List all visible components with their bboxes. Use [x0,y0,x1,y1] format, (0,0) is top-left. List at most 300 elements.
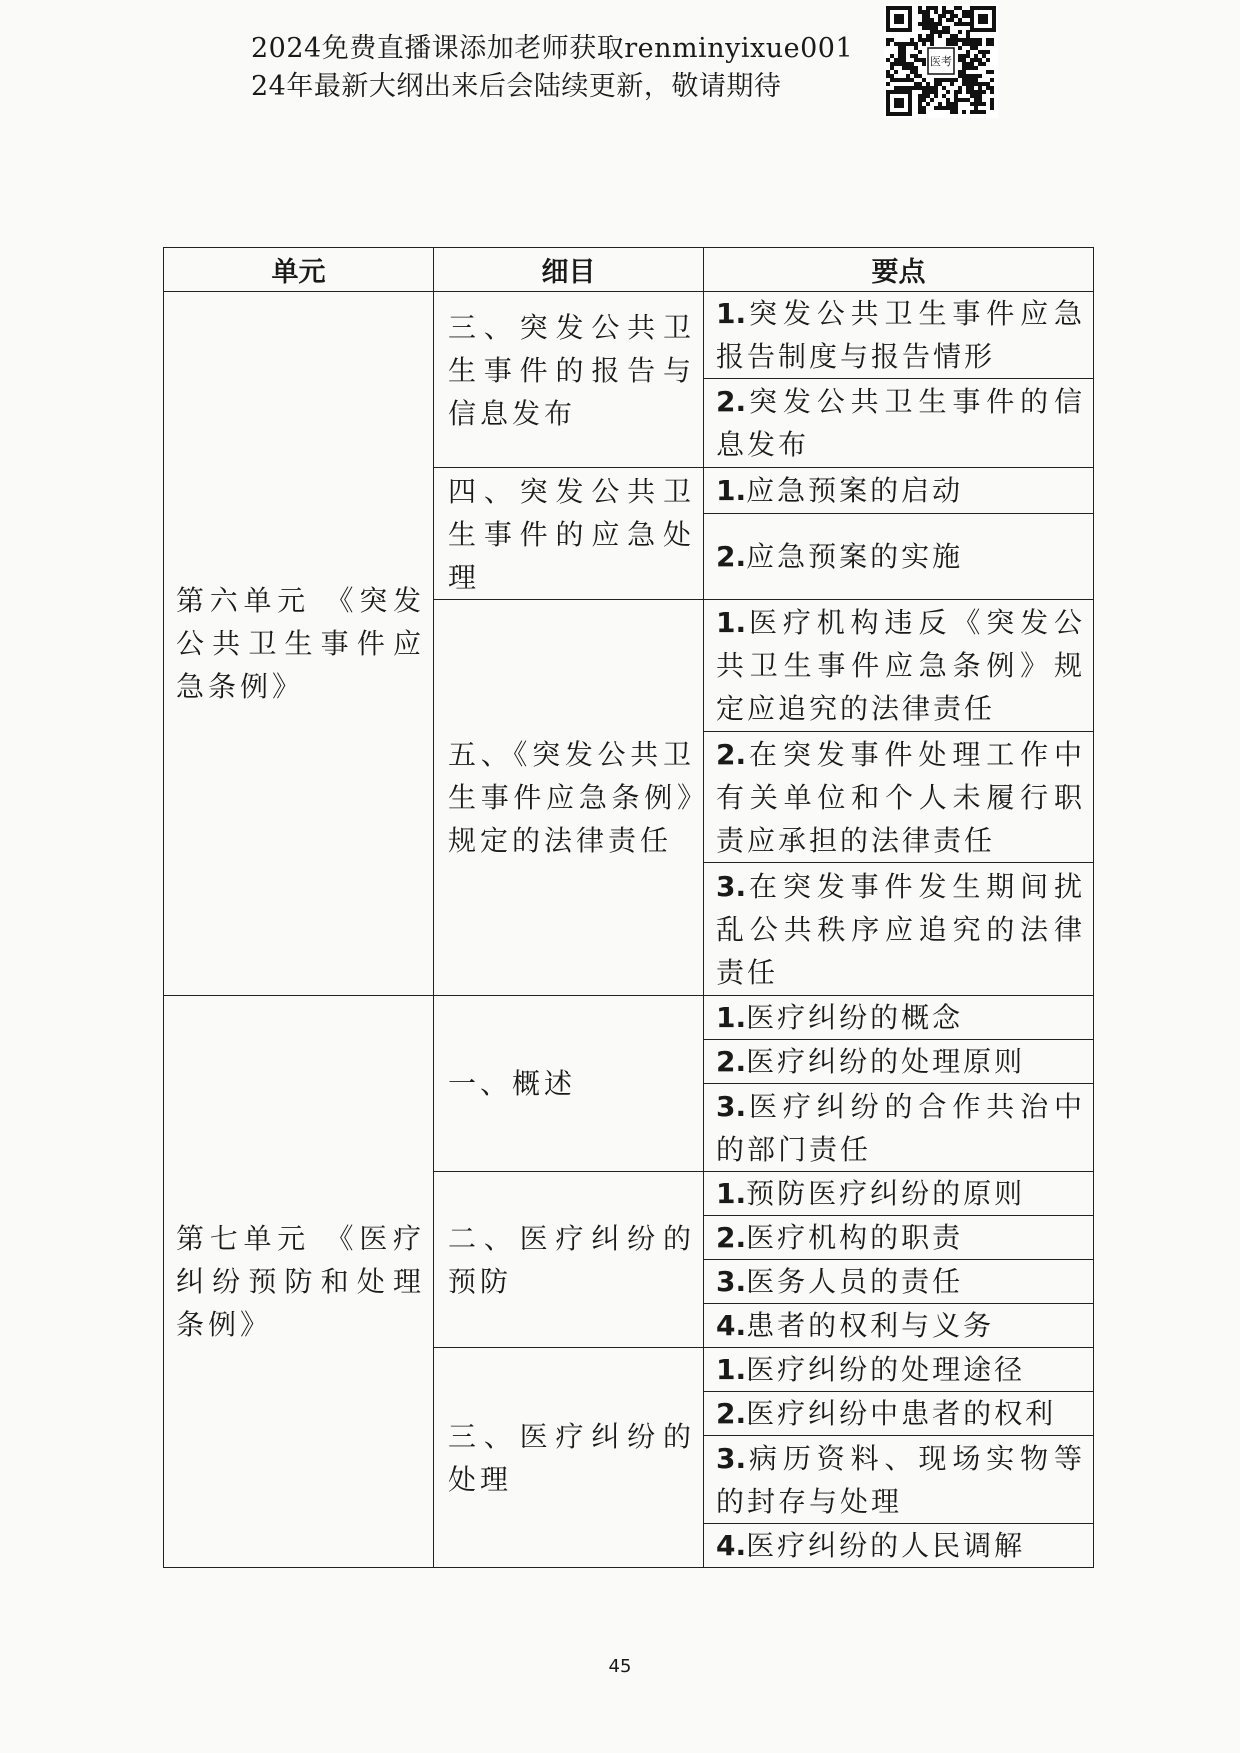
qr-module [926,34,930,38]
qr-module [922,86,926,90]
qr-module [942,14,946,18]
qr-module [974,38,978,42]
qr-module [966,54,970,58]
qr-module [970,62,974,66]
qr-module [966,10,970,14]
qr-module [970,102,974,106]
qr-module [934,82,938,86]
qr-module [938,78,942,82]
detail-cell: 一、概述 [434,996,704,1172]
qr-module [922,22,926,26]
qr-module [894,70,898,74]
qr-module [938,14,942,18]
point-number: 2. [716,737,747,771]
qr-module [934,10,938,14]
qr-module [950,78,954,82]
qr-module [898,42,902,46]
qr-module [946,102,950,106]
qr-module [970,82,974,86]
qr-module [934,6,938,10]
qr-module [958,90,962,94]
qr-module [890,74,894,78]
qr-module [954,102,958,106]
qr-module [990,42,994,46]
qr-module [974,78,978,82]
header-points: 要点 [704,248,1094,292]
qr-module [946,38,950,42]
qr-module [962,98,966,102]
point-number: 1. [716,474,747,508]
qr-module [934,86,938,90]
detail-cell: 三、突发公共卫生事件的报告与信息发布 [434,292,704,468]
qr-module [962,38,966,42]
qr-module [894,62,898,66]
qr-module [990,98,994,102]
qr-module [990,78,994,82]
point-cell [704,1304,1094,1348]
qr-module [974,102,978,106]
qr-module [926,6,930,10]
qr-module [954,42,958,46]
qr-module [958,58,962,62]
qr-module [978,62,982,66]
qr-module [890,54,894,58]
qr-module [954,98,958,102]
qr-module [946,10,950,14]
qr-module [966,74,970,78]
point-number: 2. [716,1221,747,1254]
qr-module [978,94,982,98]
table-header-row [164,248,1094,292]
qr-module [922,26,926,30]
qr-module [930,90,934,94]
qr-module [986,70,990,74]
qr-module [942,6,946,10]
qr-module [922,110,926,114]
qr-module [886,58,890,62]
point-number: 2. [716,385,747,418]
qr-module [886,82,890,86]
qr-module [906,66,910,70]
point-cell [704,1524,1094,1568]
qr-module [962,10,966,14]
qr-module [986,42,990,46]
qr-module [954,90,958,94]
point-cell [704,996,1094,1040]
qr-module [946,18,950,22]
qr-module [962,66,966,70]
qr-module [914,54,918,58]
qr-module [910,70,914,74]
qr-module [962,58,966,62]
qr-module [978,86,982,90]
qr-module [926,22,930,26]
qr-module [898,86,902,90]
qr-module [902,86,906,90]
qr-module [914,58,918,62]
qr-module [962,22,966,26]
point-cell [704,1260,1094,1304]
point-number: 1. [716,606,747,639]
point-cell [704,863,1094,996]
qr-module [930,6,934,10]
qr-module [946,98,950,102]
qr-module [934,30,938,34]
qr-module [966,22,970,26]
point-number: 4. [716,1529,747,1562]
qr-module [906,42,910,46]
point-text: 医疗机构的职责 [746,1221,964,1254]
qr-module [902,42,906,46]
point-text: 在突发事件发生期间扰乱公共秩序应追究的法律责任 [716,869,1085,989]
qr-module [938,22,942,26]
point-text: 医疗纠纷的处理原则 [746,1045,1026,1078]
qr-module [966,50,970,54]
qr-module [926,26,930,30]
point-cell [704,1436,1094,1524]
qr-module [922,58,926,62]
point-number: 2. [716,1397,747,1430]
qr-module [934,90,938,94]
qr-module [970,90,974,94]
qr-module [918,82,922,86]
qr-module [970,94,974,98]
qr-module [942,30,946,34]
qr-module [910,86,914,90]
qr-module [926,94,930,98]
qr-module [954,106,958,110]
point-number: 1. [716,1353,747,1386]
qr-module [986,86,990,90]
qr-module [914,86,918,90]
qr-module [974,82,978,86]
qr-module [978,98,982,102]
point-cell [704,1216,1094,1260]
qr-module [886,38,890,42]
qr-module [966,82,970,86]
qr-module [982,50,986,54]
qr-module [918,74,922,78]
qr-module [962,42,966,46]
qr-module [922,106,926,110]
detail-cell: 三、医疗纠纷的处理 [434,1348,704,1568]
qr-module [982,102,986,106]
qr-module [934,94,938,98]
unit-cell: 第六单元 《突发公共卫生事件应急条例》 [164,292,434,996]
qr-module [934,26,938,30]
qr-module [898,62,902,66]
qr-module [974,106,978,110]
qr-module [954,34,958,38]
qr-module [990,86,994,90]
qr-module [946,30,950,34]
qr-module [978,38,982,42]
qr-module [914,74,918,78]
qr-module [902,46,906,50]
qr-module [962,14,966,18]
qr-module [942,10,946,14]
point-number: 1. [716,1001,747,1034]
qr-module [946,106,950,110]
qr-module [922,10,926,14]
point-cell [704,292,1094,379]
qr-module [914,46,918,50]
qr-module [918,6,922,10]
qr-module [954,78,958,82]
qr-module [930,98,934,102]
qr-module [930,30,934,34]
point-number: 3. [716,869,747,903]
qr-module [918,86,922,90]
qr-module [926,102,930,106]
point-text: 医疗纠纷的合作共治中的部门责任 [716,1089,1085,1166]
qr-module [974,94,978,98]
qr-module [986,82,990,86]
qr-module [982,82,986,86]
qr-module [922,94,926,98]
point-cell [704,468,1094,514]
qr-module [902,62,906,66]
qr-module [938,34,942,38]
qr-module [942,86,946,90]
qr-module [954,38,958,42]
qr-module [930,18,934,22]
qr-module [894,86,898,90]
qr-module [934,78,938,82]
qr-module [990,38,994,42]
qr-module [890,62,894,66]
qr-module [926,38,930,42]
qr-module [902,50,906,54]
qr-module [966,34,970,38]
qr-module [962,70,966,74]
qr-module [974,110,978,114]
qr-module [938,82,942,86]
qr-module [990,102,994,106]
qr-module [962,62,966,66]
point-text: 应急预案的启动 [746,474,964,508]
qr-module [950,106,954,110]
qr-module [958,30,962,34]
qr-module [950,42,954,46]
qr-module [966,98,970,102]
qr-module [962,82,966,86]
point-text: 医疗纠纷的处理途径 [746,1353,1026,1386]
point-number: 2. [716,1045,747,1078]
qr-module [898,54,902,58]
qr-module [910,54,914,58]
qr-module [886,74,890,78]
qr-module [958,22,962,26]
qr-module [926,82,930,86]
point-text: 医疗纠纷中患者的权利 [746,1397,1057,1430]
page-number: 45 [608,1656,632,1677]
qr-module [894,78,898,82]
qr-code-image [884,4,998,118]
qr-module [918,58,922,62]
qr-module [982,54,986,58]
qr-module [974,98,978,102]
point-text: 医疗纠纷的概念 [746,1001,964,1034]
qr-module [978,74,982,78]
qr-module [950,14,954,18]
qr-module [966,86,970,90]
qr-module [914,66,918,70]
qr-module [922,18,926,22]
qr-module [918,38,922,42]
qr-module [974,54,978,58]
qr-module [946,42,950,46]
qr-module [902,78,906,82]
qr-module [970,78,974,82]
page-header [251,30,853,106]
qr-module [918,94,922,98]
qr-module [910,66,914,70]
point-text: 突发公共卫生事件应急报告制度与报告情形 [716,297,1085,373]
qr-module [954,110,958,114]
qr-module [970,58,974,62]
qr-module [958,70,962,74]
point-text: 在突发事件处理工作中有关单位和个人未履行职责应承担的法律责任 [716,737,1085,857]
qr-module [978,102,982,106]
qr-module [926,14,930,18]
qr-module [950,102,954,106]
detail-cell: 五、《突发公共卫生事件应急条例》规定的法律责任 [434,600,704,996]
header-detail: 细目 [434,248,704,292]
point-number: 4. [716,1309,747,1342]
qr-module [962,54,966,58]
qr-module [918,110,922,114]
qr-module [950,18,954,22]
qr-module [982,90,986,94]
qr-module [970,42,974,46]
qr-module [922,14,926,18]
qr-module [926,86,930,90]
qr-module [978,42,982,46]
point-cell [704,732,1094,863]
qr-module [938,30,942,34]
qr-module [898,46,902,50]
qr-module [922,98,926,102]
qr-module [974,74,978,78]
qr-module [970,110,974,114]
qr-module [930,42,934,46]
point-cell [704,514,1094,600]
qr-module [970,86,974,90]
qr-module [970,46,974,50]
qr-module [978,90,982,94]
unit-cell: 第七单元 《医疗纠纷预防和处理条例》 [164,996,434,1568]
qr-module [962,74,966,78]
table-row [164,292,1094,379]
qr-module [974,66,978,70]
qr-module [934,106,938,110]
qr-module [958,98,962,102]
qr-module [894,42,898,46]
point-number: 3. [716,1441,747,1475]
qr-module [958,6,962,10]
qr-module [986,58,990,62]
point-cell [704,600,1094,732]
qr-module [942,94,946,98]
qr-module [914,82,918,86]
point-number: 1. [716,1177,747,1210]
qr-module [914,70,918,74]
qr-module [990,106,994,110]
detail-cell: 四、突发公共卫生事件的应急处理 [434,468,704,600]
qr-module [910,62,914,66]
qr-module [922,62,926,66]
detail-cell: 二、医疗纠纷的预防 [434,1172,704,1348]
point-text: 医疗纠纷的人民调解 [746,1529,1026,1562]
qr-module [990,70,994,74]
point-text: 突发公共卫生事件的信息发布 [716,385,1085,461]
qr-logo-text: 医考 [930,55,952,68]
qr-module [926,90,930,94]
qr-module [938,18,942,22]
qr-module [946,26,950,30]
qr-module [958,54,962,58]
point-number: 1. [716,297,747,330]
qr-module [962,110,966,114]
qr-module [974,42,978,46]
qr-module [910,38,914,42]
qr-module [938,106,942,110]
header-line-2: 24年最新大纲出来后会陆续更新，敬请期待 [251,71,782,102]
qr-module [974,58,978,62]
qr-module [942,26,946,30]
qr-module [898,50,902,54]
qr-module [914,42,918,46]
qr-module [958,38,962,42]
qr-module [958,46,962,50]
qr-module [890,38,894,42]
qr-module [886,42,890,46]
qr-module [990,90,994,94]
point-cell [704,1392,1094,1436]
qr-module [954,94,958,98]
qr-module [894,58,898,62]
qr-module [950,82,954,86]
qr-module [966,30,970,34]
qr-module [890,66,894,70]
qr-module [950,10,954,14]
qr-module [890,78,894,82]
qr-module [934,22,938,26]
point-text: 应急预案的实施 [746,540,964,574]
qr-module [910,78,914,82]
qr-module [966,42,970,46]
qr-module [926,10,930,14]
qr-module [970,74,974,78]
qr-module [926,18,930,22]
qr-module [902,66,906,70]
qr-module [930,38,934,42]
qr-module [982,62,986,66]
qr-module [930,86,934,90]
qr-module [930,34,934,38]
qr-module [966,78,970,82]
qr-module [950,34,954,38]
header-unit: 单元 [164,248,434,292]
qr-module [986,50,990,54]
qr-module [930,22,934,26]
qr-module [974,46,978,50]
qr-module [966,14,970,18]
point-text: 医疗机构违反《突发公共卫生事件应急条例》规定应追究的法律责任 [716,606,1085,725]
qr-module [966,62,970,66]
qr-module [906,86,910,90]
